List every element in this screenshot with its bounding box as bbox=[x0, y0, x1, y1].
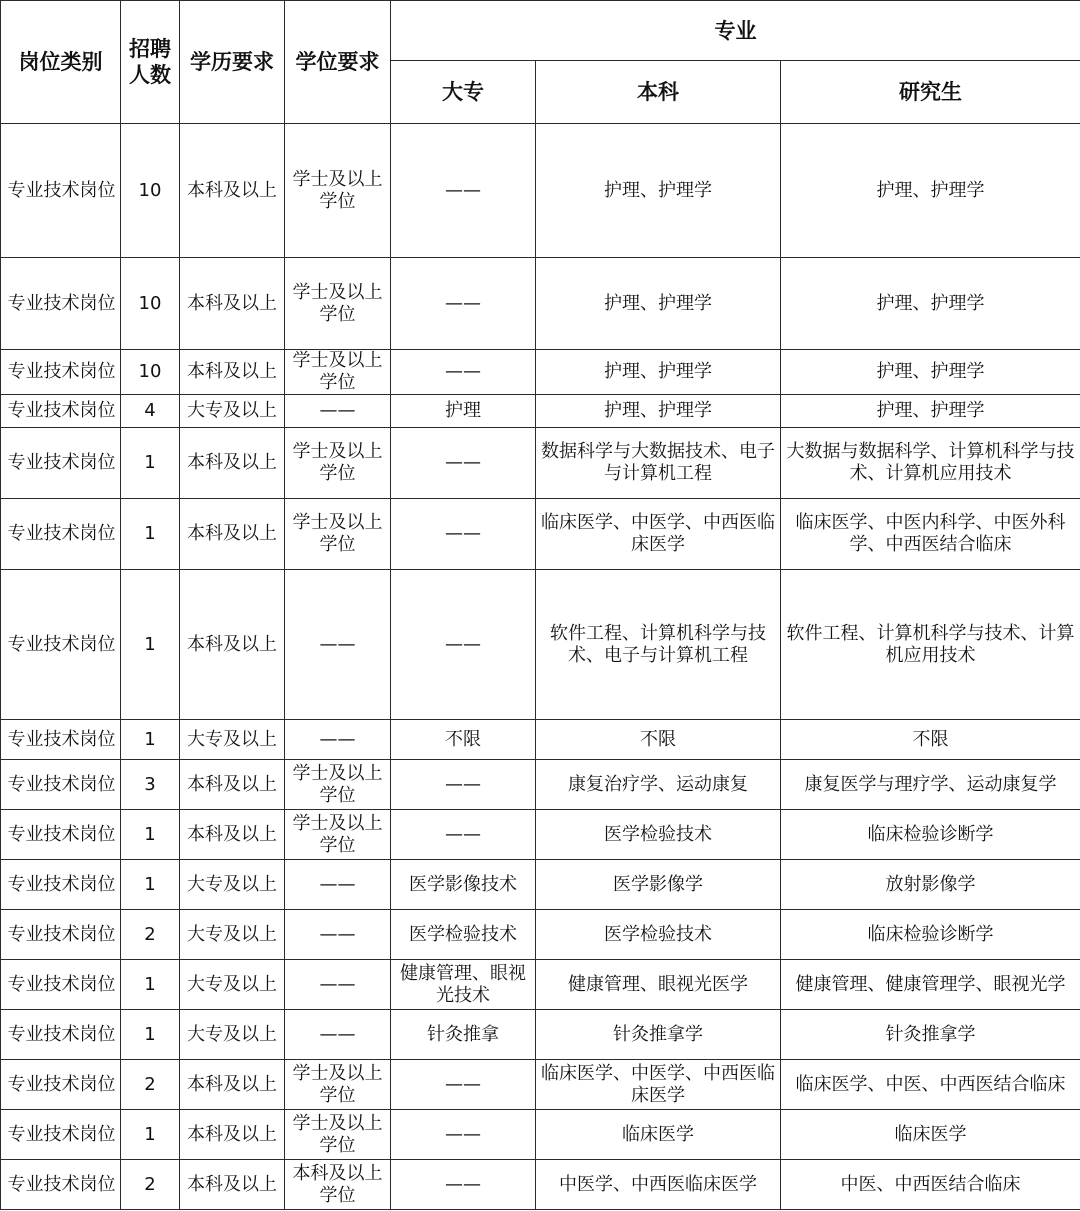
cell-major-college: 健康管理、眼视光技术 bbox=[391, 960, 536, 1010]
cell-count: 2 bbox=[121, 910, 180, 960]
cell-count: 1 bbox=[121, 860, 180, 910]
cell-major-college: 针灸推拿 bbox=[391, 1010, 536, 1060]
table-row bbox=[1, 1010, 1080, 1060]
cell-major-college: —— bbox=[391, 1110, 536, 1160]
cell-category: 专业技术岗位 bbox=[1, 910, 121, 960]
header-education: 学历要求 bbox=[180, 1, 285, 124]
cell-major-bachelor: 临床医学、中医学、中西医临床医学 bbox=[536, 499, 781, 570]
cell-education: 大专及以上 bbox=[180, 720, 285, 760]
header-bachelor: 本科 bbox=[536, 61, 781, 124]
table-row bbox=[1, 570, 1080, 720]
cell-count: 10 bbox=[121, 258, 180, 350]
cell-count: 1 bbox=[121, 810, 180, 860]
table-row bbox=[1, 760, 1080, 810]
table-row bbox=[1, 499, 1080, 570]
cell-major-college: —— bbox=[391, 760, 536, 810]
cell-major-college: 不限 bbox=[391, 720, 536, 760]
cell-education: 本科及以上 bbox=[180, 350, 285, 395]
cell-major-college: —— bbox=[391, 258, 536, 350]
cell-major-graduate: 护理、护理学 bbox=[781, 258, 1080, 350]
cell-major-bachelor: 护理、护理学 bbox=[536, 124, 781, 258]
cell-count: 1 bbox=[121, 570, 180, 720]
cell-category: 专业技术岗位 bbox=[1, 810, 121, 860]
cell-major-graduate: 放射影像学 bbox=[781, 860, 1080, 910]
cell-degree: —— bbox=[285, 910, 391, 960]
cell-major-bachelor: 康复治疗学、运动康复 bbox=[536, 760, 781, 810]
cell-major-college: —— bbox=[391, 428, 536, 499]
cell-major-graduate: 护理、护理学 bbox=[781, 350, 1080, 395]
cell-count: 1 bbox=[121, 1110, 180, 1160]
table-row bbox=[1, 124, 1080, 258]
cell-education: 本科及以上 bbox=[180, 124, 285, 258]
cell-degree: 学士及以上学位 bbox=[285, 258, 391, 350]
cell-category: 专业技术岗位 bbox=[1, 720, 121, 760]
cell-education: 本科及以上 bbox=[180, 428, 285, 499]
cell-education: 大专及以上 bbox=[180, 910, 285, 960]
cell-major-college: —— bbox=[391, 350, 536, 395]
cell-degree: 学士及以上学位 bbox=[285, 499, 391, 570]
cell-major-bachelor: 医学检验技术 bbox=[536, 910, 781, 960]
table-row bbox=[1, 428, 1080, 499]
cell-major-bachelor: 软件工程、计算机科学与技术、电子与计算机工程 bbox=[536, 570, 781, 720]
cell-education: 本科及以上 bbox=[180, 760, 285, 810]
cell-education: 大专及以上 bbox=[180, 960, 285, 1010]
cell-category: 专业技术岗位 bbox=[1, 124, 121, 258]
cell-category: 专业技术岗位 bbox=[1, 395, 121, 428]
cell-degree: 学士及以上学位 bbox=[285, 1110, 391, 1160]
cell-major-graduate: 临床医学、中医、中西医结合临床 bbox=[781, 1060, 1080, 1110]
cell-category: 专业技术岗位 bbox=[1, 860, 121, 910]
cell-major-graduate: 护理、护理学 bbox=[781, 395, 1080, 428]
cell-category: 专业技术岗位 bbox=[1, 1010, 121, 1060]
cell-major-bachelor: 不限 bbox=[536, 720, 781, 760]
cell-education: 本科及以上 bbox=[180, 810, 285, 860]
cell-degree: —— bbox=[285, 570, 391, 720]
cell-degree: 本科及以上学位 bbox=[285, 1160, 391, 1210]
cell-category: 专业技术岗位 bbox=[1, 258, 121, 350]
cell-category: 专业技术岗位 bbox=[1, 499, 121, 570]
cell-degree: —— bbox=[285, 395, 391, 428]
cell-education: 本科及以上 bbox=[180, 258, 285, 350]
cell-major-bachelor: 健康管理、眼视光医学 bbox=[536, 960, 781, 1010]
table-row bbox=[1, 1060, 1080, 1110]
cell-degree: 学士及以上学位 bbox=[285, 350, 391, 395]
table-row bbox=[1, 810, 1080, 860]
cell-count: 1 bbox=[121, 720, 180, 760]
table-row bbox=[1, 720, 1080, 760]
cell-major-college: —— bbox=[391, 124, 536, 258]
table-header bbox=[1, 1, 1080, 124]
cell-major-bachelor: 护理、护理学 bbox=[536, 350, 781, 395]
cell-category: 专业技术岗位 bbox=[1, 570, 121, 720]
cell-count: 1 bbox=[121, 428, 180, 499]
cell-degree: 学士及以上学位 bbox=[285, 428, 391, 499]
table-row bbox=[1, 1110, 1080, 1160]
cell-major-graduate: 护理、护理学 bbox=[781, 124, 1080, 258]
table-body bbox=[1, 124, 1080, 1210]
cell-major-graduate: 临床检验诊断学 bbox=[781, 810, 1080, 860]
cell-category: 专业技术岗位 bbox=[1, 428, 121, 499]
cell-count: 10 bbox=[121, 350, 180, 395]
cell-count: 1 bbox=[121, 960, 180, 1010]
table-row bbox=[1, 910, 1080, 960]
table-row bbox=[1, 350, 1080, 395]
cell-major-graduate: 大数据与数据科学、计算机科学与技术、计算机应用技术 bbox=[781, 428, 1080, 499]
table-row bbox=[1, 960, 1080, 1010]
cell-category: 专业技术岗位 bbox=[1, 350, 121, 395]
cell-degree: 学士及以上学位 bbox=[285, 810, 391, 860]
cell-category: 专业技术岗位 bbox=[1, 960, 121, 1010]
cell-category: 专业技术岗位 bbox=[1, 760, 121, 810]
cell-degree: 学士及以上学位 bbox=[285, 1060, 391, 1110]
header-degree: 学位要求 bbox=[285, 1, 391, 124]
cell-major-bachelor: 数据科学与大数据技术、电子与计算机工程 bbox=[536, 428, 781, 499]
cell-degree: 学士及以上学位 bbox=[285, 760, 391, 810]
cell-major-graduate: 中医、中西医结合临床 bbox=[781, 1160, 1080, 1210]
header-count: 招聘人数 bbox=[121, 1, 180, 124]
cell-count: 3 bbox=[121, 760, 180, 810]
header-college: 大专 bbox=[391, 61, 536, 124]
cell-degree: —— bbox=[285, 860, 391, 910]
cell-count: 4 bbox=[121, 395, 180, 428]
cell-education: 本科及以上 bbox=[180, 570, 285, 720]
cell-category: 专业技术岗位 bbox=[1, 1060, 121, 1110]
cell-major-graduate: 临床医学、中医内科学、中医外科学、中西医结合临床 bbox=[781, 499, 1080, 570]
cell-count: 1 bbox=[121, 499, 180, 570]
header-graduate: 研究生 bbox=[781, 61, 1080, 124]
cell-major-college: —— bbox=[391, 810, 536, 860]
cell-education: 本科及以上 bbox=[180, 1160, 285, 1210]
cell-major-college: 医学影像技术 bbox=[391, 860, 536, 910]
cell-degree: —— bbox=[285, 1010, 391, 1060]
cell-category: 专业技术岗位 bbox=[1, 1110, 121, 1160]
cell-education: 大专及以上 bbox=[180, 860, 285, 910]
cell-education: 大专及以上 bbox=[180, 395, 285, 428]
cell-major-graduate: 健康管理、健康管理学、眼视光学 bbox=[781, 960, 1080, 1010]
cell-degree: 学士及以上学位 bbox=[285, 124, 391, 258]
table-row bbox=[1, 1160, 1080, 1210]
cell-major-bachelor: 护理、护理学 bbox=[536, 258, 781, 350]
table-row bbox=[1, 395, 1080, 428]
cell-major-graduate: 临床检验诊断学 bbox=[781, 910, 1080, 960]
cell-degree: —— bbox=[285, 960, 391, 1010]
cell-education: 本科及以上 bbox=[180, 499, 285, 570]
cell-education: 大专及以上 bbox=[180, 1010, 285, 1060]
cell-major-bachelor: 针灸推拿学 bbox=[536, 1010, 781, 1060]
cell-major-bachelor: 医学影像学 bbox=[536, 860, 781, 910]
cell-education: 本科及以上 bbox=[180, 1110, 285, 1160]
cell-major-graduate: 针灸推拿学 bbox=[781, 1010, 1080, 1060]
cell-major-college: —— bbox=[391, 1060, 536, 1110]
header-major: 专业 bbox=[391, 1, 1080, 61]
cell-major-graduate: 不限 bbox=[781, 720, 1080, 760]
header-category: 岗位类别 bbox=[1, 1, 121, 124]
cell-count: 10 bbox=[121, 124, 180, 258]
cell-major-graduate: 软件工程、计算机科学与技术、计算机应用技术 bbox=[781, 570, 1080, 720]
cell-category: 专业技术岗位 bbox=[1, 1160, 121, 1210]
cell-major-bachelor: 护理、护理学 bbox=[536, 395, 781, 428]
cell-major-bachelor: 临床医学、中医学、中西医临床医学 bbox=[536, 1060, 781, 1110]
cell-major-college: —— bbox=[391, 499, 536, 570]
table-row bbox=[1, 258, 1080, 350]
cell-major-college: —— bbox=[391, 1160, 536, 1210]
cell-count: 2 bbox=[121, 1160, 180, 1210]
cell-major-college: —— bbox=[391, 570, 536, 720]
cell-degree: —— bbox=[285, 720, 391, 760]
cell-major-college: 医学检验技术 bbox=[391, 910, 536, 960]
cell-major-college: 护理 bbox=[391, 395, 536, 428]
cell-major-graduate: 临床医学 bbox=[781, 1110, 1080, 1160]
cell-major-bachelor: 临床医学 bbox=[536, 1110, 781, 1160]
cell-major-graduate: 康复医学与理疗学、运动康复学 bbox=[781, 760, 1080, 810]
cell-major-bachelor: 医学检验技术 bbox=[536, 810, 781, 860]
cell-count: 1 bbox=[121, 1010, 180, 1060]
cell-education: 本科及以上 bbox=[180, 1060, 285, 1110]
cell-major-bachelor: 中医学、中西医临床医学 bbox=[536, 1160, 781, 1210]
table-row bbox=[1, 860, 1080, 910]
cell-count: 2 bbox=[121, 1060, 180, 1110]
